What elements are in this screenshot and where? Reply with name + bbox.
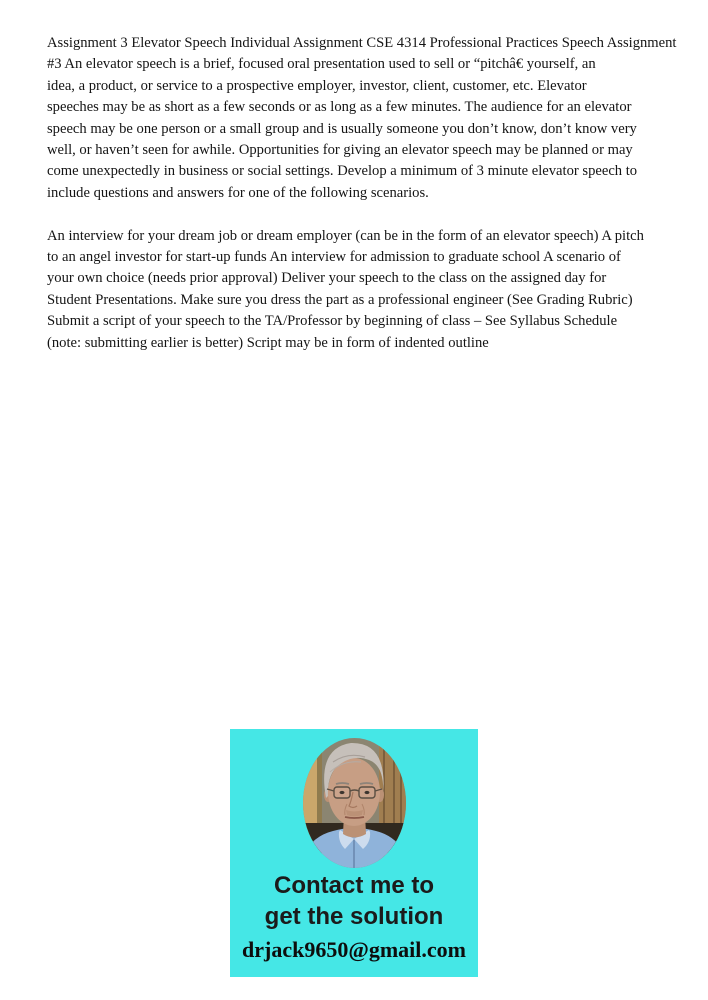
text-line: An interview for your dream job or dream employer (can be in the form of an elevator speech) A pitch	[47, 227, 644, 244]
text-line: speeches may be as short as a few seconds or as long as a few minutes. The audience for an elevator	[47, 99, 632, 116]
paragraph-assignment-description	[47, 33, 687, 204]
text-line: speech may be one person or a small group and is usually someone you don’t know, don’t know very	[47, 120, 637, 137]
text-line: Assignment 3 Elevator Speech Individual Assignment CSE 4314 Professional Practices Speech Assignment	[47, 35, 677, 51]
contact-card	[230, 729, 478, 977]
text-line: your own choice (needs prior approval) Deliver your speech to the class on the assigned day for	[47, 270, 607, 287]
text-line: come unexpectedly in business or social settings. Develop a minimum of 3 minute elevator speech to	[47, 163, 638, 180]
text-line: (note: submitting earlier is better) Script may be in form of indented outline	[47, 334, 489, 351]
text-line: Contact me to	[273, 872, 434, 899]
text-line: #3 An elevator speech is a brief, focused oral presentation used to sell or “pitchâ€ yourself, an	[47, 56, 596, 73]
text-line: Student Presentations. Make sure you dress the part as a professional engineer (See Grading Rubric)	[47, 291, 633, 308]
contact-heading	[265, 870, 444, 932]
paragraph-scenarios-instructions	[47, 226, 687, 354]
text-line: idea, a product, or service to a prospective employer, investor, client, customer, etc. Elevator	[47, 77, 587, 94]
document-text	[47, 33, 687, 354]
text-line: to an angel investor for start-up funds An interview for admission to graduate school A scenario of	[47, 249, 621, 266]
text-line: get the solution	[264, 903, 444, 930]
text-line: include questions and answers for one of the following scenarios.	[47, 184, 429, 201]
text-line: well, or haven’t seen for awhile. Opportunities for giving an elevator speech may be planned or may	[47, 142, 633, 159]
contact-email: drjack9650@gmail.com	[242, 937, 466, 962]
professor-portrait-photo	[303, 738, 406, 868]
text-line: Submit a script of your speech to the TA/Professor by beginning of class – See Syllabus Schedule	[47, 313, 618, 330]
